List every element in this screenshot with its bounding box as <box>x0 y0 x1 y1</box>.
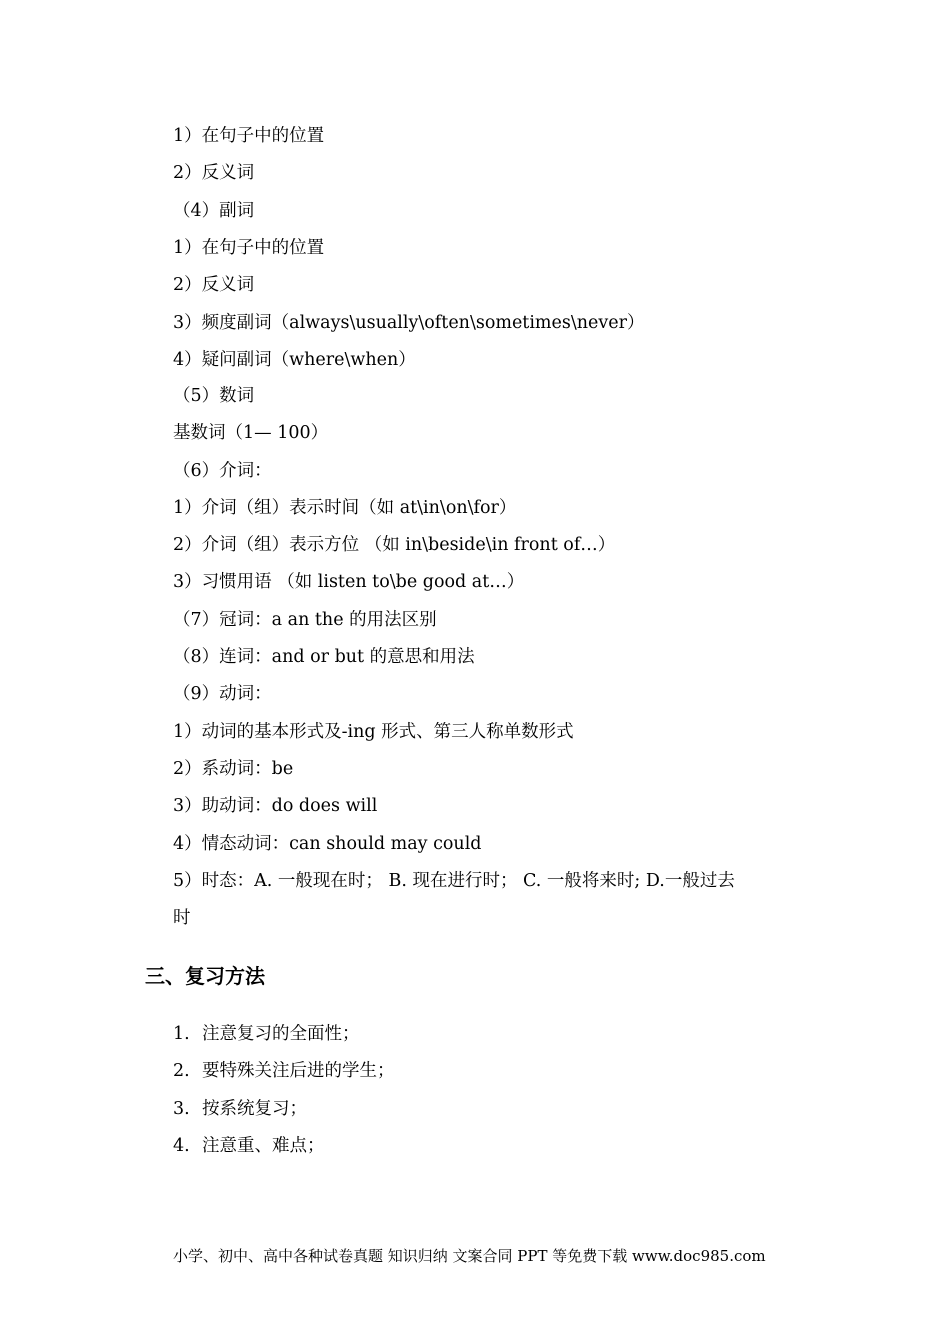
content-line: 4）疑问副词（where\when） <box>173 350 416 370</box>
content-line: （4）副词 <box>173 201 255 221</box>
content-line: 2）介词（组）表示方位 （如 in\beside\in front of…） <box>173 535 616 555</box>
list-item-text: 要特殊关注后进的学生； <box>202 1061 395 1081</box>
list-item-number: 2. <box>173 1061 190 1081</box>
content-line: 3）频度副词（always\usually\often\sometimes\never） <box>173 313 645 333</box>
list-item-number: 3. <box>173 1099 190 1119</box>
content-line: 4）情态动词：can should may could <box>173 834 482 854</box>
content-line: 1）在句子中的位置 <box>173 126 325 146</box>
list-item-number: 4. <box>173 1136 190 1156</box>
content-line: 3）习惯用语 （如 listen to\be good at…） <box>173 572 525 592</box>
content-line: 3）助动词：do does will <box>173 796 378 816</box>
content-line: 时 <box>173 908 191 928</box>
content-line: （6）介词： <box>173 461 272 481</box>
list-item-text: 按系统复习； <box>202 1099 307 1119</box>
list-item <box>173 1098 307 1120</box>
content-line: （8）连词：and or but 的意思和用法 <box>173 647 475 667</box>
content-line: 2）反义词 <box>173 275 255 295</box>
list-item-text: 注意重、难点； <box>202 1136 325 1156</box>
content-line: 1）在句子中的位置 <box>173 238 325 258</box>
list-item <box>173 1135 325 1157</box>
content-line: 基数词（1— 100） <box>173 423 329 443</box>
list-item <box>173 1023 360 1045</box>
list-item-number: 1. <box>173 1024 190 1044</box>
section-heading: 三、复习方法 <box>145 964 265 988</box>
content-line: （7）冠词：a an the 的用法区别 <box>173 610 437 630</box>
content-line: 5）时态：A. 一般现在时； B. 现在进行时； C. 一般将来时; D.一般过去 <box>173 871 735 891</box>
content-line: 1）动词的基本形式及-ing 形式、第三人称单数形式 <box>173 722 574 742</box>
content-line: （9）动词： <box>173 684 272 704</box>
content-line: 2）反义词 <box>173 163 255 183</box>
list-item <box>173 1060 395 1082</box>
list-item-text: 注意复习的全面性； <box>202 1024 360 1044</box>
page-footer: 小学、初中、高中各种试卷真题 知识归纳 文案合同 PPT 等免费下载 www.doc985.com <box>173 1247 766 1265</box>
content-line: （5）数词 <box>173 386 255 406</box>
content-line: 1）介词（组）表示时间（如 at\in\on\for） <box>173 498 517 518</box>
content-line: 2）系动词：be <box>173 759 294 779</box>
